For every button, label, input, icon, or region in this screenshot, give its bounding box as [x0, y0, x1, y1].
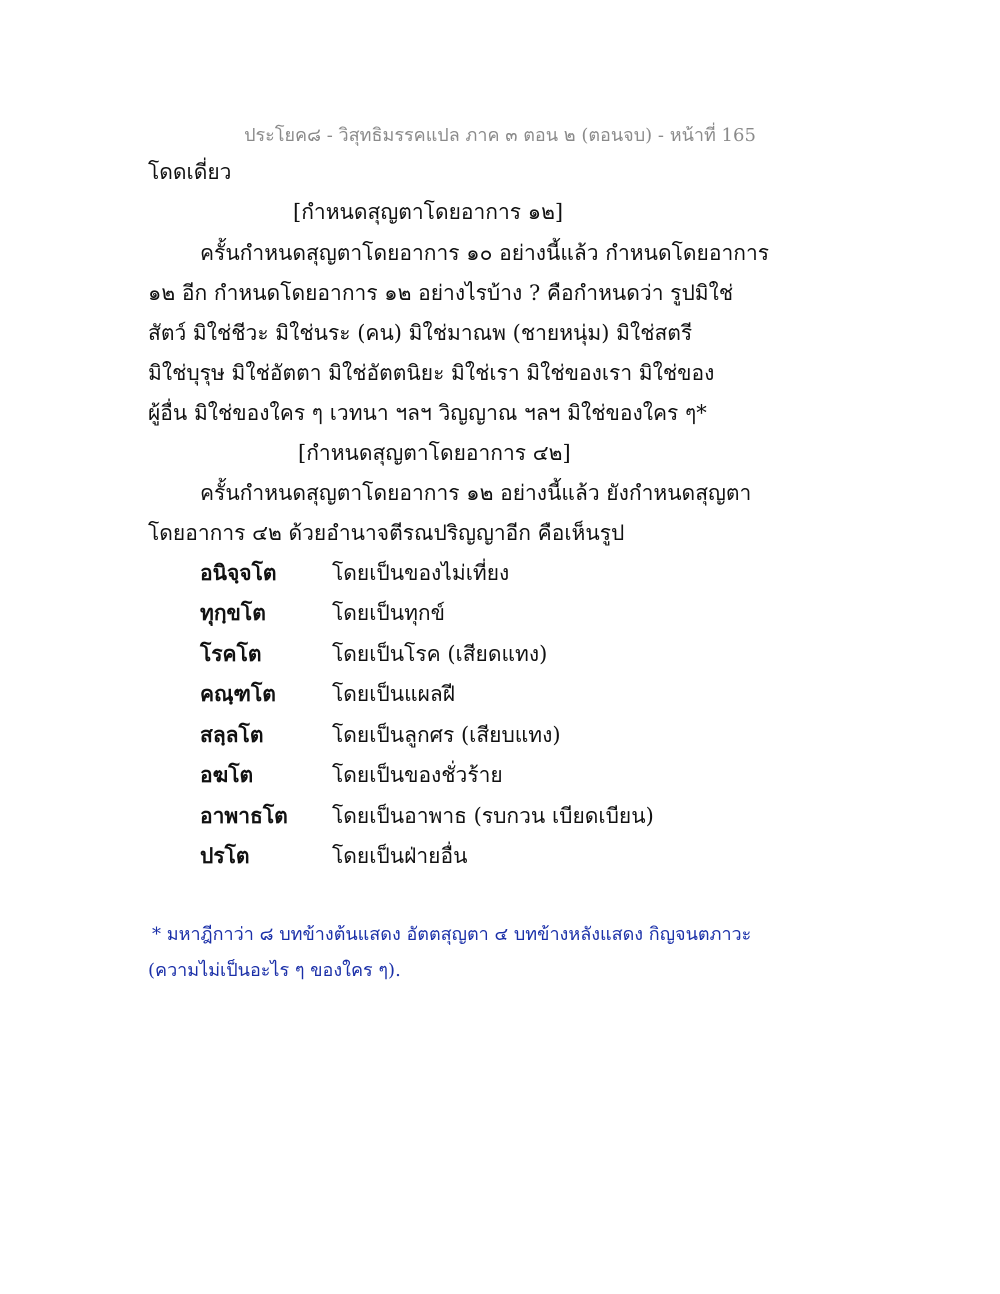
term-pali: อนิจฺจโต	[200, 560, 277, 585]
term-row	[200, 842, 467, 870]
term-meaning: โดยเป็นลูกศร (เสียบแทง)	[332, 723, 561, 747]
term-pali: ทุกฺขโต	[200, 600, 266, 625]
paragraph-line: มิใช่บุรุษ มิใช่อัตตา มิใช่อัตตนิยะ มิใช่เรา มิใช่ของเรา มิใช่ของ	[148, 361, 715, 385]
term-row	[200, 721, 561, 749]
section-heading-42-text: [กำหนดสุญตาโดยอาการ ๔๒]	[298, 441, 571, 465]
term-meaning: โดยเป็นแผลฝี	[332, 682, 456, 706]
footnote-line: * มหาฎีกาว่า ๘ บทข้างต้นแสดง อัตตสุญตา ๔ บทข้างหลังแสดง กิญจนตภาวะ	[152, 924, 752, 945]
footnote-line: (ความไม่เป็นอะไร ๆ ของใคร ๆ).	[148, 960, 401, 981]
term-row	[200, 599, 445, 627]
term-pali: ปรโต	[200, 843, 250, 868]
paragraph-line: ๑๒ อีก กำหนดโดยอาการ ๑๒ อย่างไรบ้าง ? คือกำหนดว่า รูปมิใช่	[148, 281, 734, 305]
paragraph-line: ครั้นกำหนดสุญตาโดยอาการ ๑๐ อย่างนี้แล้ว กำหนดโดยอาการ	[200, 241, 770, 265]
term-meaning: โดยเป็นทุกข์	[332, 601, 445, 625]
term-pali: โรคโต	[200, 641, 262, 666]
term-pali: สลฺลโต	[200, 722, 264, 747]
paragraph-line: ครั้นกำหนดสุญตาโดยอาการ ๑๒ อย่างนี้แล้ว ยังกำหนดสุญตา	[200, 481, 752, 505]
term-row	[200, 761, 503, 789]
term-row	[200, 680, 455, 708]
paragraph-line: สัตว์ มิใช่ชีวะ มิใช่นระ (คน) มิใช่มาณพ (ชายหนุ่ม) มิใช่สตรี	[148, 321, 693, 345]
term-meaning: โดยเป็นของไม่เที่ยง	[332, 561, 510, 585]
section-heading-12-text: [กำหนดสุญตาโดยอาการ ๑๒]	[293, 200, 564, 224]
paragraph-line: ผู้อื่น มิใช่ของใคร ๆ เวทนา ฯลฯ วิญญาณ ฯลฯ มิใช่ของใคร ๆ*	[148, 401, 707, 425]
term-pali: อาพาธโต	[200, 803, 288, 828]
term-row	[200, 559, 509, 587]
paragraph-line: โดยอาการ ๔๒ ด้วยอำนาจตีรณปริญญาอีก คือเห็นรูป	[148, 521, 625, 545]
page-header: ประโยค๘ - วิสุทธิมรรคแปล ภาค ๓ ตอน ๒ (ตอนจบ) - หน้าที่ 165	[244, 125, 756, 146]
term-meaning: โดยเป็นของชั่วร้าย	[332, 763, 503, 787]
term-pali: คณฺฑโต	[200, 681, 276, 706]
term-meaning: โดยเป็นโรค (เสียดแทง)	[332, 642, 548, 666]
term-meaning: โดยเป็นอาพาธ (รบกวน เบียดเบียน)	[332, 804, 654, 828]
term-meaning: โดยเป็นฝ่ายอื่น	[332, 844, 468, 868]
term-pali: อฆโต	[200, 762, 254, 787]
term-row	[200, 802, 654, 830]
term-row	[200, 640, 547, 668]
carryover-text: โดดเดี่ยว	[148, 160, 232, 184]
